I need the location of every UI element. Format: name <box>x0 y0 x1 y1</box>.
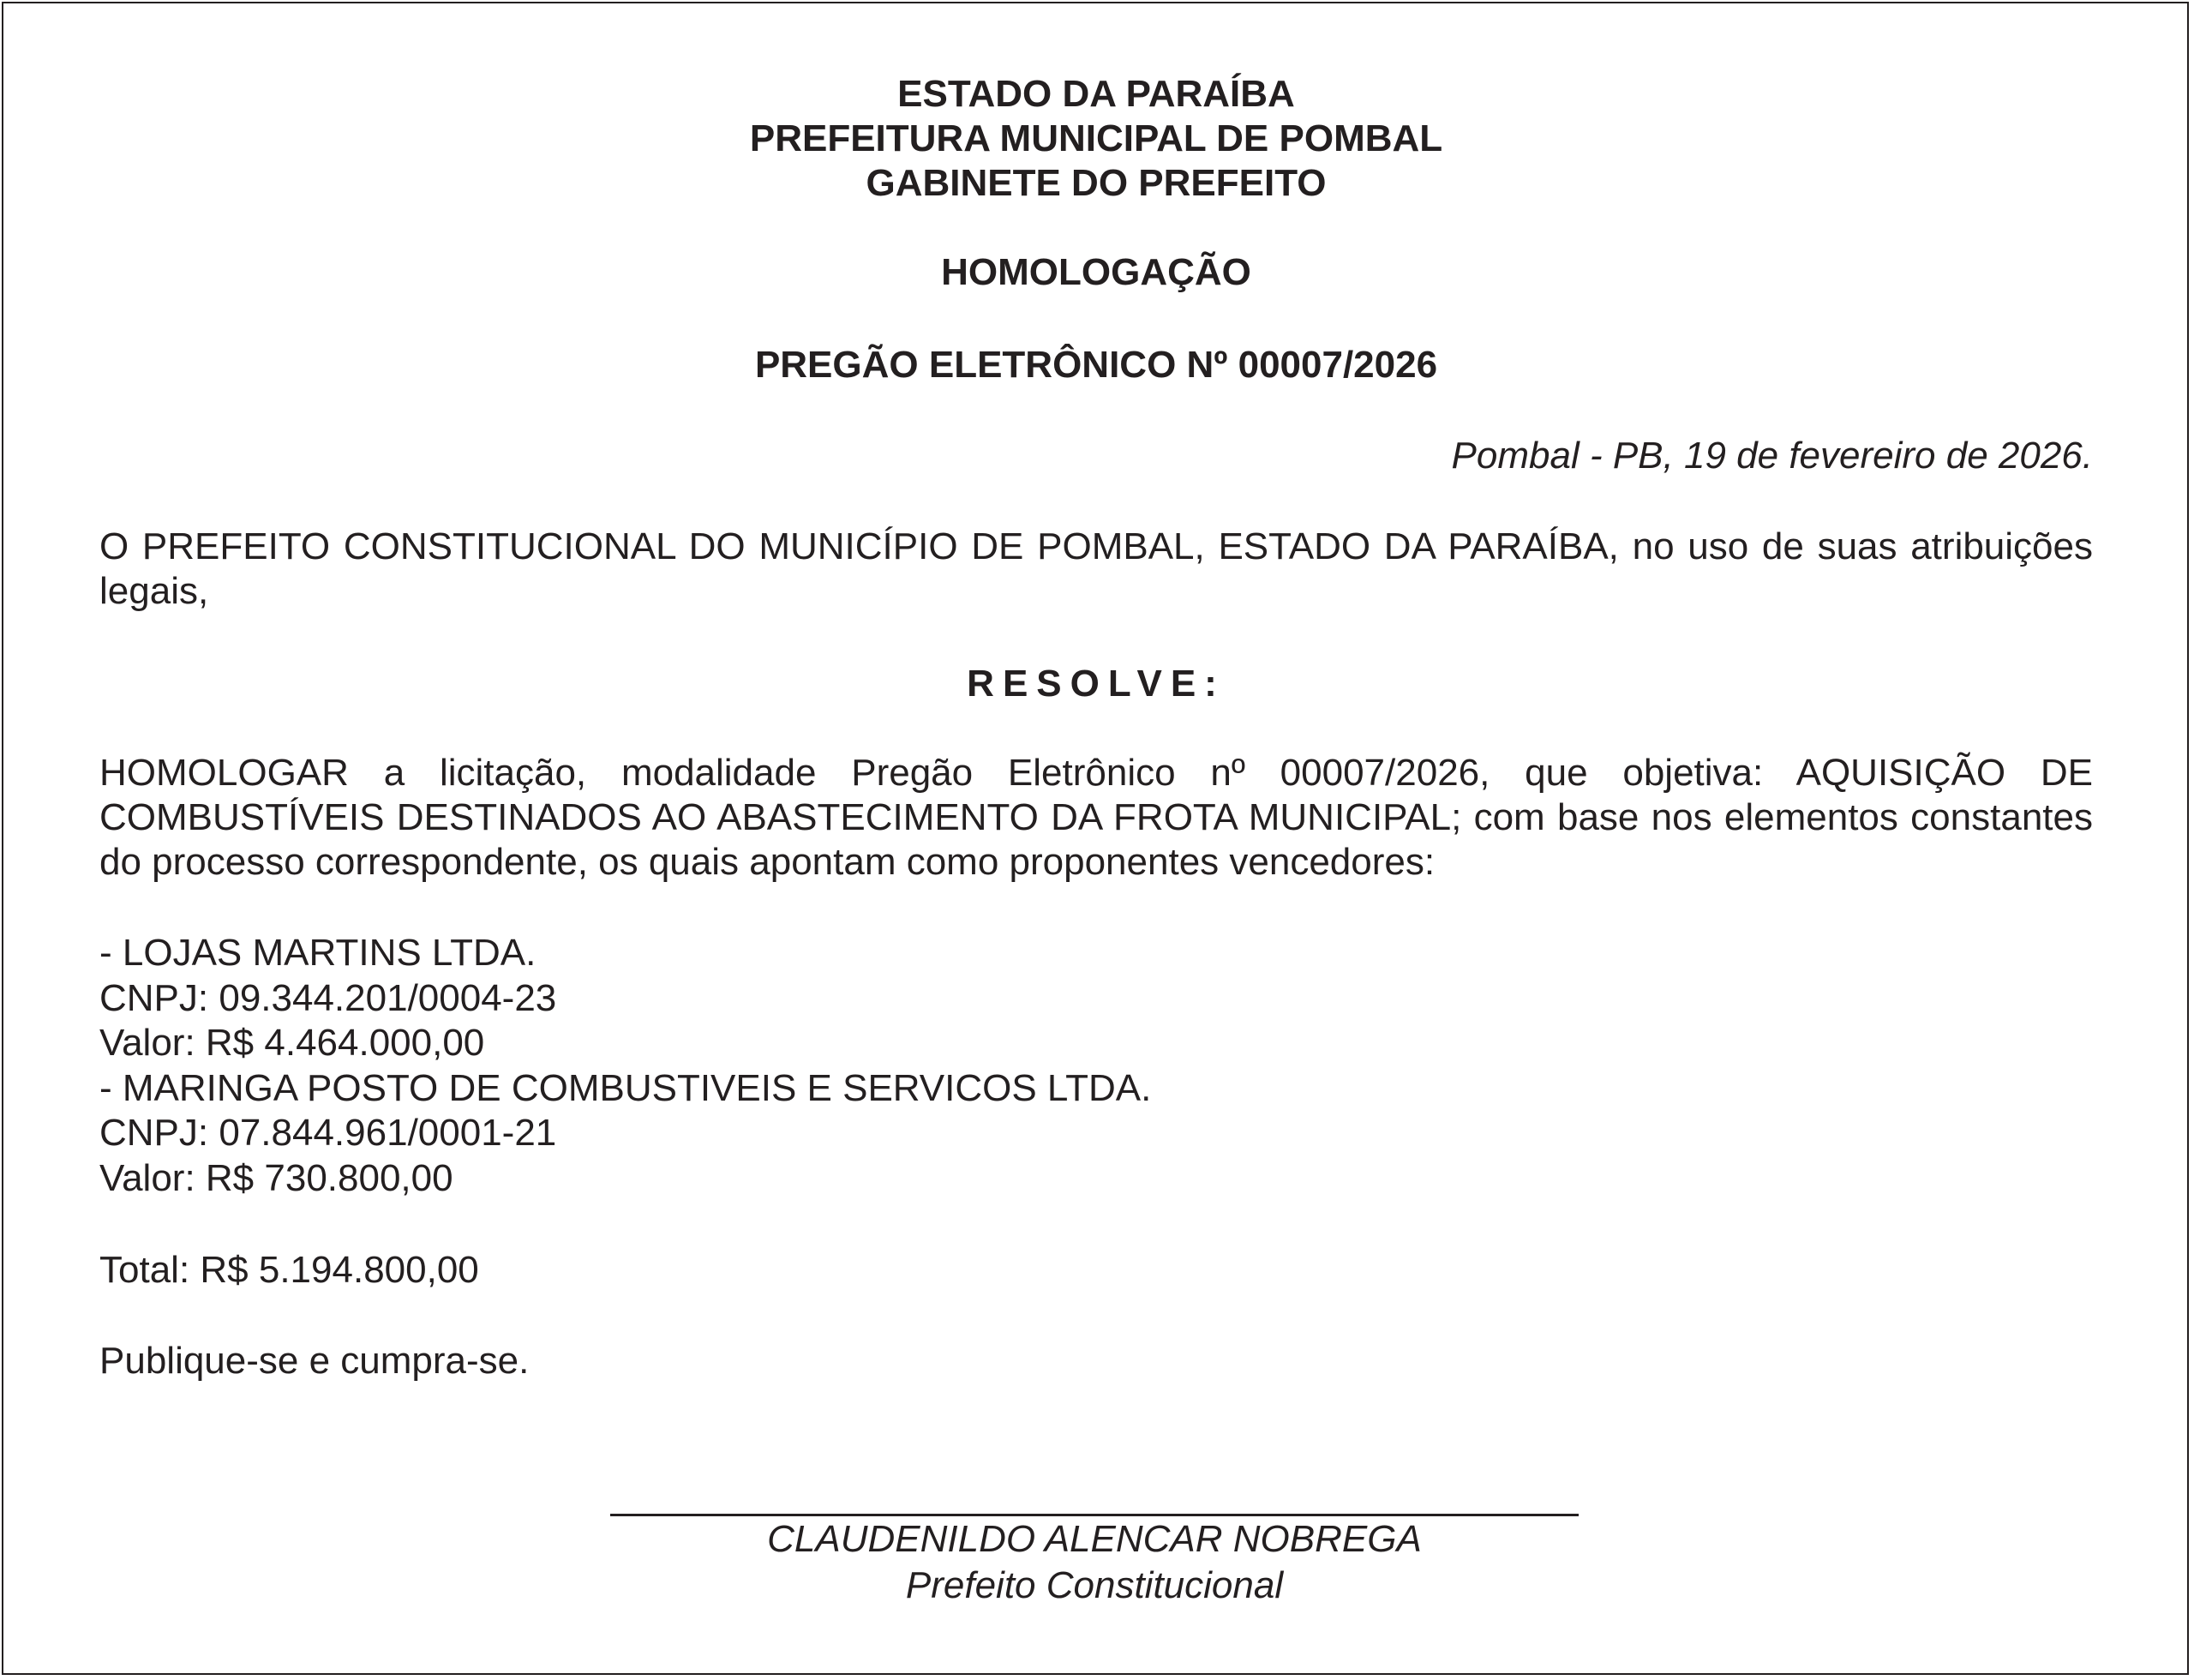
vendor-value: Valor: R$ 730.800,00 <box>99 1156 453 1199</box>
vendor-name: - MARINGA POSTO DE COMBUSTIVEIS E SERVICOS LTDA. <box>99 1066 1152 1109</box>
resolve-block <box>99 662 2093 706</box>
letterhead <box>99 72 2093 206</box>
signatory-role: Prefeito Constitucional <box>905 1564 1284 1606</box>
total-value: Total: R$ 5.194.800,00 <box>99 1249 479 1291</box>
header-prefecture: PREFEITURA MUNICIPAL DE POMBAL <box>749 117 1443 159</box>
closing-statement: Publique-se e cumpra-se. <box>99 1340 530 1382</box>
signatory-name: CLAUDENILDO ALENCAR NOBREGA <box>767 1518 1422 1560</box>
vendor-cnpj: CNPJ: 09.344.201/0004-23 <box>99 976 557 1019</box>
document-title: HOMOLOGAÇÃO <box>941 251 1251 293</box>
signature-line <box>610 1514 1579 1516</box>
header-state: ESTADO DA PARAÍBA <box>897 73 1295 115</box>
homologation-paragraph: HOMOLOGAR a licitação, modalidade Pregão Eletrônico nº 00007/2026, que objetiva: AQUISIÇÃO DE COMBUSTÍVEIS DESTINADOS AO ABASTECIMENTO DA FROTA MUNICIPAL; com base nos elementos constantes do processo correspondente, os quais apontam como proponentes vencedores: <box>99 752 2093 883</box>
document-subtitle-block <box>99 343 2093 387</box>
winning-vendors-list <box>99 931 2093 1201</box>
document-subtitle: PREGÃO ELETRÔNICO Nº 00007/2026 <box>754 344 1438 386</box>
vendor-cnpj: CNPJ: 07.844.961/0001-21 <box>99 1112 557 1154</box>
intro-paragraph: O PREFEITO CONSTITUCIONAL DO MUNICÍPIO DE POMBAL, ESTADO DA PARAÍBA, no uso de suas atribuições legais, <box>99 525 2093 612</box>
document-title-block <box>99 250 2093 295</box>
resolve-heading: RESOLVE: <box>967 663 1226 705</box>
header-office: GABINETE DO PREFEITO <box>866 162 1327 204</box>
vendor-value: Valor: R$ 4.464.000,00 <box>99 1022 485 1064</box>
vendor-name: - LOJAS MARTINS LTDA. <box>99 932 537 974</box>
document-date: Pombal - PB, 19 de fevereiro de 2026. <box>1451 435 2093 477</box>
